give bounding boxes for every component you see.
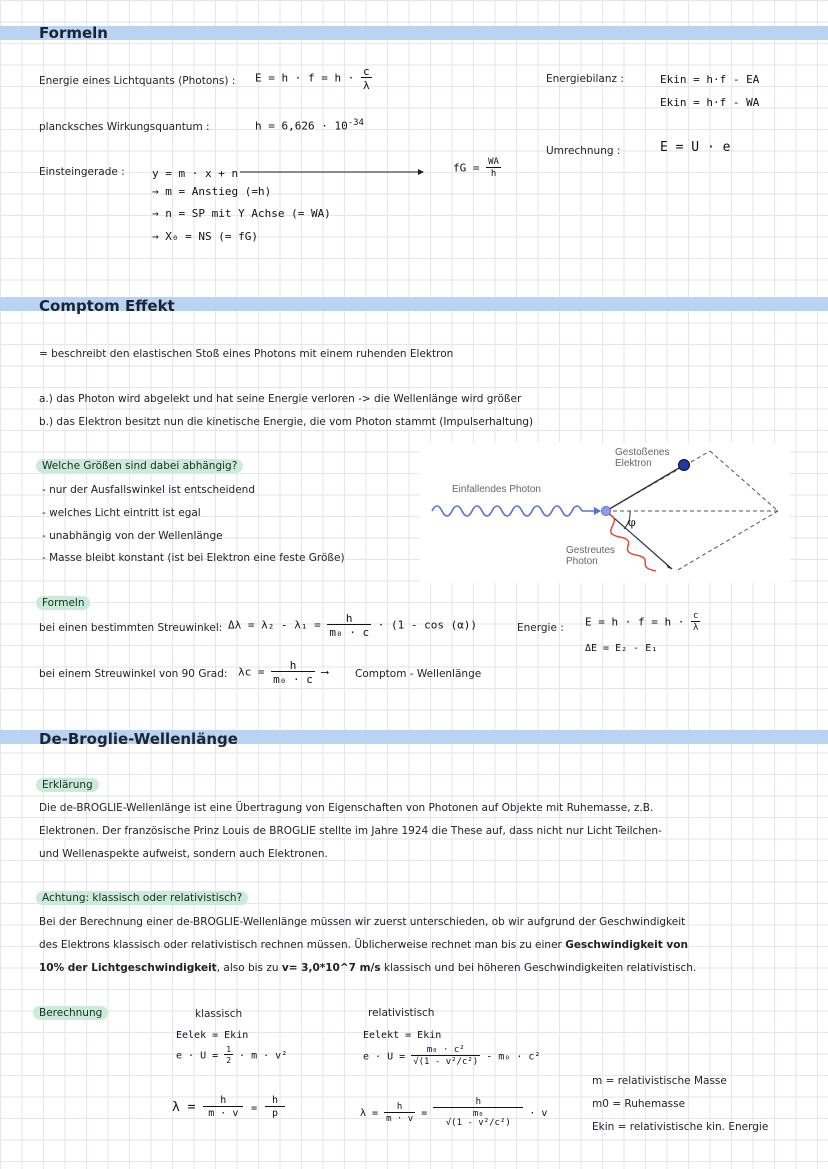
streu90-label: bei einem Streuwinkel von 90 Grad:: [39, 668, 228, 680]
energiebilanz-formula: Ekin = h·f - EA: [660, 73, 760, 86]
dashed-line: [710, 451, 778, 511]
energie-label: Energie eines Lichtquants (Photons) :: [39, 75, 236, 87]
einstein-bullet: → m = Anstieg (=h): [152, 185, 272, 198]
electron-path: [606, 465, 684, 511]
list-item: - unabhängig von der Wellenlänge: [42, 530, 223, 542]
list-item: - Masse bleibt konstant (ist bei Elektron eine feste Größe): [42, 552, 345, 564]
compton-diagram-svg: [420, 443, 790, 583]
einstein-label: Einsteingerade :: [39, 166, 125, 178]
planck-formula: $h = 6,626 \cdot 10^{-34}$: [255, 118, 364, 133]
list-item: - welches Licht eintritt ist egal: [42, 507, 201, 519]
list-item: - nur der Ausfallswinkel ist entscheidend: [42, 484, 255, 496]
compton-diagram: [420, 443, 790, 583]
legend-line: Ekin = relativistische kin. Energie: [592, 1121, 769, 1133]
klassisch-row: e · U = $\frac{1}{2}$ · m · v²: [176, 1045, 288, 1065]
legend-line: m0 = Ruhemasse: [592, 1098, 686, 1110]
berechnung-pill: Berechnung: [33, 1006, 108, 1020]
section-title-compton: Comptom Effekt: [39, 297, 175, 315]
klassisch-row: Eelek = Ekin: [176, 1030, 249, 1041]
compton-wavelength-text: Comptom - Wellenlänge: [355, 668, 482, 680]
column-heading: relativistisch: [368, 1007, 435, 1019]
paragraph-line: 10% der Lichtgeschwindigkeit, also bis zu v= 3,0*10^7 m/s klassisch und bei höheren Geschwindigkeiten relativistisch.: [39, 962, 697, 974]
einstein-result: fG = $\frac{WA}{h}$: [453, 157, 499, 179]
section-title-formeln: Formeln: [39, 24, 108, 42]
einstein-bullet: → n = SP mit Y Achse (= WA): [152, 207, 331, 220]
energie-formula: E = h · f = h · $\frac{c}{\lambda}$: [585, 611, 699, 633]
relativistisch-row: e · U = $\frac{\text{m₀ · c²}}{\text{√(1 - v²/c²)}}$ - m₀ · c²: [363, 1045, 541, 1067]
erklaerung-pill: Erklärung: [36, 778, 99, 792]
paragraph-line: und Wellenaspekte aufweist, sondern auch Elektronen.: [39, 848, 328, 860]
einstein-formula: y = m · x + n: [152, 167, 239, 180]
streu-formula: Δλ = λ₂ - λ₁ = $\frac{h}{\text{m₀ · c}}$ · (1 - cos (α)): [228, 612, 478, 639]
dashed-line: [676, 511, 778, 571]
column-heading: klassisch: [195, 1008, 243, 1020]
compton-point-b: b.) das Elektron besitzt nun die kinetische Energie, die vom Photon stammt (Impulserhaltung): [39, 416, 534, 428]
achtung-pill: Achtung: klassisch oder relativistisch?: [36, 891, 248, 905]
paragraph-line: des Elektrons klassisch oder relativistisch rechnen müssen. Üblicherweise rechnet man bis zu einer Geschwindigkeit von: [39, 939, 688, 951]
relativistisch-row: Eelekt = Ekin: [363, 1030, 442, 1041]
paragraph-line: Bei der Berechnung einer de-BROGLIE-Wellenlänge müssen wir zuerst unterschieden, ob wir aufgrund der Geschwindigkeit: [39, 916, 686, 928]
paragraph-line: Elektronen. Der französische Prinz Louis de BROGLIE stellte im Jahre 1924 die These auf, dass nicht nur Licht Teilchen-: [39, 825, 662, 837]
compton-point-a: a.) das Photon wird abgelekt und hat seine Energie verloren -> die Wellenlänge wird größer: [39, 393, 522, 405]
section-title-debroglie: De-Broglie-Wellenlänge: [39, 730, 238, 748]
electron-label: Elektron: [615, 458, 652, 469]
arrow-icon: [240, 166, 425, 178]
energie-label: Energie :: [517, 622, 564, 634]
scattered-label: Photon: [566, 556, 598, 567]
incoming-wave: [432, 506, 582, 516]
compton-wavelength-formula: λc = $\frac{h}{\text{m₀ · c}}$ ⟶: [238, 659, 329, 686]
scattered-label: Gestreutes: [566, 545, 615, 556]
scattered-path: [606, 511, 672, 569]
legend-line: m = relativistische Masse: [592, 1075, 727, 1087]
energiebilanz-label: Energiebilanz :: [546, 73, 624, 85]
umrechnung-label: Umrechnung :: [546, 145, 621, 157]
umrechnung-formula: E = U · e: [660, 140, 731, 155]
arrow-icon: ⟶: [321, 665, 329, 679]
relativistisch-lambda: λ = $\frac{h}{m \cdot v}$ = h m₀ √(1 - v²/c²) · v: [360, 1097, 548, 1128]
planck-label: plancksches Wirkungsquantum :: [39, 121, 210, 133]
electron-label: Gestoßenes: [615, 447, 670, 458]
delta-e-formula: ΔE = E₂ - E₁: [585, 643, 658, 654]
compton-definition: = beschreibt den elastischen Stoß eines Photons mit einem ruhenden Elektron: [39, 348, 454, 360]
section-bar: [0, 26, 828, 40]
formeln-pill: Formeln: [36, 596, 90, 610]
photon-dot: [602, 507, 611, 516]
einstein-bullet: → X₀ = NS (= fG): [152, 230, 258, 243]
paragraph-line: Die de-BROGLIE-Wellenlänge ist eine Übertragung von Eigenschaften von Photonen auf Objekte mit Ruhemasse, z.B.: [39, 802, 654, 814]
energie-formula: E = h · f = h · $\frac{c}{\lambda}$: [255, 65, 370, 92]
streu-label: bei einen bestimmten Streuwinkel:: [39, 622, 223, 634]
phi-label: φ: [628, 516, 636, 529]
energiebilanz-formula: Ekin = h·f - WA: [660, 96, 760, 109]
question-pill: Welche Größen sind dabei abhängig?: [36, 459, 243, 473]
incoming-label: Einfallendes Photon: [452, 484, 541, 495]
klassisch-lambda: λ = $\frac{h}{m \cdot v}$ = $\frac{h}{p}$: [172, 1096, 285, 1119]
electron-dot: [679, 460, 690, 471]
